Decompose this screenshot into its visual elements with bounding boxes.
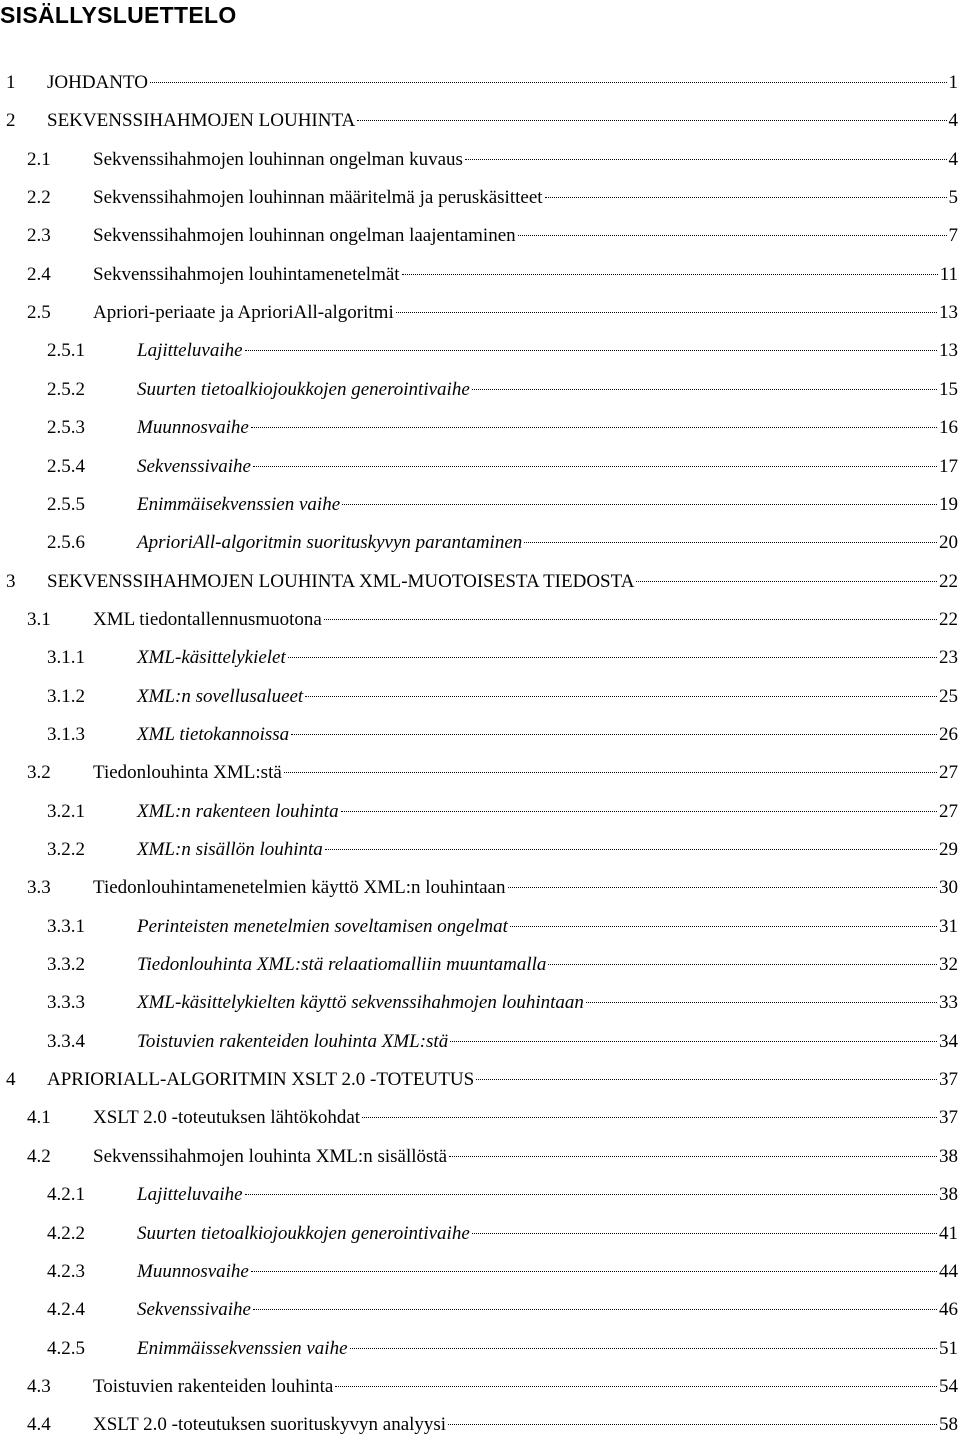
- dot-leader: [636, 581, 937, 582]
- toc-entry-number: 2.5.5: [47, 493, 85, 515]
- toc-entry-page: 19: [939, 493, 958, 515]
- dot-leader: [472, 1233, 937, 1234]
- dot-leader: [342, 504, 937, 505]
- toc-entry[interactable]: [0, 1259, 958, 1285]
- dot-leader: [150, 82, 947, 83]
- toc-entry[interactable]: [0, 722, 958, 748]
- dot-leader: [350, 1348, 937, 1349]
- dot-leader: [324, 619, 937, 620]
- toc-entry-page: 44: [939, 1260, 958, 1282]
- toc-entry-number: 3.1.1: [47, 647, 85, 669]
- toc-entry-number: 2.5.3: [47, 417, 85, 439]
- toc-entry[interactable]: [0, 1105, 958, 1131]
- toc-entry-number: 3.2.2: [47, 839, 85, 860]
- toc-entry[interactable]: [0, 1336, 958, 1362]
- toc-entry[interactable]: [0, 108, 958, 134]
- toc-entry-page: 30: [939, 877, 958, 899]
- toc-entry-label: Lajitteluvaihe: [137, 1184, 243, 1206]
- toc-entry-number: 4.2.2: [47, 1222, 85, 1244]
- dot-leader: [253, 466, 937, 467]
- dot-leader: [251, 427, 937, 428]
- toc-entry-label: APRIORIALL-ALGORITMIN XSLT 2.0 -TOTEUTUS: [47, 1069, 475, 1091]
- toc-entry-label: Muunnosvaihe: [137, 417, 249, 439]
- toc-entry[interactable]: [0, 185, 958, 211]
- toc-entry-page: 37: [939, 1107, 958, 1129]
- toc-entry-page: 58: [939, 1414, 958, 1436]
- dot-leader: [450, 1041, 937, 1042]
- toc-entry[interactable]: [0, 875, 958, 901]
- toc-entry-number: 2.5: [27, 302, 51, 324]
- toc-entry-page: 23: [939, 647, 958, 669]
- toc-entry-label: Sekvenssivaihe: [137, 455, 251, 477]
- dot-leader: [253, 1309, 937, 1310]
- toc-entry[interactable]: [0, 799, 958, 825]
- toc-entry-page: 11: [939, 263, 958, 285]
- toc-entry[interactable]: [0, 223, 958, 249]
- toc-entry-label: Sekvenssihahmojen louhinta XML:n sisällöstä: [93, 1145, 448, 1167]
- toc-entry-number: 2.4: [27, 263, 51, 285]
- toc-entry-page: 31: [939, 915, 958, 937]
- toc-entry-label: XML:n sisällön louhinta: [137, 839, 323, 860]
- toc-entry-number: 3.3.1: [47, 915, 85, 937]
- toc-entry-label: Muunnosvaihe: [137, 1260, 249, 1282]
- toc-entry-number: 4.1: [27, 1107, 51, 1129]
- dot-leader: [335, 1386, 937, 1387]
- toc-entry-label: Perinteisten menetelmien soveltamisen ongelmat: [137, 915, 508, 937]
- toc-entry[interactable]: [0, 530, 958, 556]
- toc-entry[interactable]: [0, 645, 958, 671]
- toc-entry-page: 41: [939, 1222, 958, 1244]
- toc-entry-page: 51: [939, 1337, 958, 1359]
- toc-entry-number: 3: [6, 570, 16, 592]
- toc-entry[interactable]: [0, 837, 958, 863]
- toc-entry[interactable]: [0, 684, 958, 710]
- toc-entry[interactable]: [0, 952, 958, 978]
- toc-entry-number: 2.3: [27, 225, 51, 247]
- toc-entry-page: 54: [939, 1375, 958, 1397]
- toc-entry-label: SEKVENSSIHAHMOJEN LOUHINTA XML-MUOTOISESTA TIEDOSTA: [47, 570, 635, 592]
- toc-entry-label: Sekvenssihahmojen louhinnan ongelman kuvaus: [93, 148, 463, 170]
- dot-leader: [291, 734, 937, 735]
- toc-entry-number: 1: [6, 72, 16, 93]
- dot-leader: [510, 926, 937, 927]
- toc-entry-page: 15: [939, 378, 958, 400]
- dot-leader: [548, 964, 937, 965]
- toc-entry-number: 3.2.1: [47, 800, 85, 822]
- toc-entry-number: 2.5.4: [47, 455, 85, 477]
- toc-entry-number: 3.1.3: [47, 723, 85, 745]
- dot-leader: [362, 1117, 937, 1118]
- toc-entry-number: 4.2: [27, 1145, 51, 1167]
- toc-entry-label: Tiedonlouhintamenetelmien käyttö XML:n louhintaan: [93, 877, 506, 899]
- toc-entry-label: Sekvenssivaihe: [137, 1299, 251, 1321]
- toc-entry-label: XML:n sovellusalueet: [137, 685, 304, 707]
- toc-entry-page: 22: [939, 608, 958, 630]
- toc-entry[interactable]: [0, 70, 958, 96]
- toc-entry-label: Enimmäissekvenssien vaihe: [137, 1337, 348, 1359]
- toc-entry-label: Suurten tietoalkiojoukkojen generointivaihe: [137, 1222, 470, 1244]
- toc-entry-label: XSLT 2.0 -toteutuksen lähtökohdat: [93, 1107, 361, 1129]
- toc-entry-label: SEKVENSSIHAHMOJEN LOUHINTA: [47, 110, 356, 132]
- dot-leader: [341, 811, 937, 812]
- toc-entry-page: 13: [939, 340, 958, 362]
- toc-entry-number: 2.1: [27, 148, 51, 170]
- toc-entry-label: Enimmäisekvenssien vaihe: [137, 493, 341, 515]
- toc-entry-number: 3.3.3: [47, 992, 85, 1014]
- dot-leader: [357, 120, 946, 121]
- toc-entry-number: 2.5.6: [47, 532, 85, 554]
- toc-entry[interactable]: [0, 1067, 958, 1093]
- toc-entry-page: 17: [939, 455, 958, 477]
- toc-entry-number: 3.3.2: [47, 954, 85, 976]
- toc-entry[interactable]: [0, 914, 958, 940]
- dot-leader: [396, 312, 937, 313]
- toc-entry-page: 1: [948, 72, 958, 93]
- toc-entry-label: Tiedonlouhinta XML:stä: [93, 762, 282, 784]
- toc-entry-page: 7: [948, 225, 958, 247]
- toc-entry-page: 5: [948, 187, 958, 209]
- toc-entry-number: 3.1.2: [47, 685, 85, 707]
- dot-leader: [449, 1156, 937, 1157]
- toc-entry-page: 16: [939, 417, 958, 439]
- toc-entry[interactable]: [0, 1182, 958, 1208]
- toc-entry[interactable]: [0, 1221, 958, 1247]
- toc-entry-page: 37: [939, 1069, 958, 1091]
- toc-entry-page: 34: [939, 1030, 958, 1052]
- toc-entry-number: 3.3: [27, 877, 51, 899]
- toc-entry[interactable]: [0, 415, 958, 441]
- dot-leader: [305, 696, 937, 697]
- toc-entry-number: 4.2.1: [47, 1184, 85, 1206]
- toc-entry[interactable]: [0, 492, 958, 518]
- toc-entry-label: Lajitteluvaihe: [137, 340, 243, 362]
- toc-entry-page: 22: [939, 570, 958, 592]
- toc-entry[interactable]: [0, 569, 958, 595]
- toc-entry[interactable]: [0, 147, 958, 173]
- dot-leader: [245, 1194, 937, 1195]
- toc-entry-label: Sekvenssihahmojen louhintamenetelmät: [93, 263, 400, 285]
- toc-entry-number: 2.2: [27, 187, 51, 209]
- toc-entry[interactable]: [0, 607, 958, 633]
- dot-leader: [476, 1079, 937, 1080]
- toc-entry[interactable]: [0, 300, 958, 326]
- toc-entry-number: 3.3.4: [47, 1030, 85, 1052]
- dot-leader: [325, 849, 937, 850]
- toc-entry-page: 38: [939, 1184, 958, 1206]
- toc-entry[interactable]: [0, 1412, 958, 1438]
- toc-entry-number: 4.3: [27, 1375, 51, 1397]
- dot-leader: [586, 1002, 937, 1003]
- toc-entry-number: 3.2: [27, 762, 51, 784]
- toc-entry-number: 2.5.1: [47, 340, 85, 362]
- toc-entry-label: Sekvenssihahmojen louhinnan määritelmä ja peruskäsitteet: [93, 187, 543, 209]
- toc-entry-page: 46: [939, 1299, 958, 1321]
- toc-entry[interactable]: [0, 338, 958, 364]
- toc-entry-number: 3.1: [27, 608, 51, 630]
- toc-entry-label: JOHDANTO: [47, 72, 148, 93]
- toc-entry[interactable]: [0, 1374, 958, 1400]
- dot-leader: [465, 159, 947, 160]
- toc-entry-page: 32: [939, 954, 958, 976]
- toc-entry[interactable]: [0, 760, 958, 786]
- toc-entry-label: Toistuvien rakenteiden louhinta: [93, 1375, 334, 1397]
- dot-leader: [402, 274, 938, 275]
- toc-entry[interactable]: [0, 1297, 958, 1323]
- toc-entry[interactable]: [0, 1144, 958, 1170]
- toc-entry-label: Apriori-periaate ja AprioriAll-algoritmi: [93, 302, 394, 324]
- dot-leader: [518, 235, 947, 236]
- toc-entry-page: 29: [939, 839, 958, 860]
- dot-leader: [245, 350, 937, 351]
- toc-entry[interactable]: [0, 262, 958, 288]
- toc-entry-page: 4: [948, 148, 958, 170]
- dot-leader: [524, 542, 937, 543]
- toc-entry-label: XSLT 2.0 -toteutuksen suorituskyvyn analyysi: [93, 1414, 447, 1436]
- dot-leader: [284, 772, 937, 773]
- dot-leader: [288, 657, 937, 658]
- toc-entry-page: 38: [939, 1145, 958, 1167]
- toc-entry-number: 4.2.3: [47, 1260, 85, 1282]
- toc-entry-page: 4: [948, 110, 958, 132]
- toc-entry-number: 4.4: [27, 1414, 51, 1436]
- toc-entry[interactable]: [0, 1029, 958, 1055]
- toc-entry[interactable]: [0, 990, 958, 1016]
- toc-entry-label: Sekvenssihahmojen louhinnan ongelman laajentaminen: [93, 225, 516, 247]
- toc-entry-page: 13: [939, 302, 958, 324]
- toc-entry-number: 2.5.2: [47, 378, 85, 400]
- toc-entry-page: 27: [939, 800, 958, 822]
- dot-leader: [472, 389, 937, 390]
- toc-entry[interactable]: [0, 454, 958, 480]
- toc-entry-label: XML-käsittelykielten käyttö sekvenssihahmojen louhintaan: [137, 992, 584, 1014]
- toc-entry-label: XML-käsittelykielet: [137, 647, 286, 669]
- toc-entry-page: 33: [939, 992, 958, 1014]
- toc-entry-page: 27: [939, 762, 958, 784]
- toc-entry-label: XML:n rakenteen louhinta: [137, 800, 339, 822]
- toc-entry-page: 26: [939, 723, 958, 745]
- toc-entry-label: XML tiedontallennusmuotona: [93, 608, 322, 630]
- page-title: SISÄLLYSLUETTELO: [0, 2, 237, 28]
- toc-entry-page: 25: [939, 685, 958, 707]
- toc-entry-number: 4.2.4: [47, 1299, 85, 1321]
- toc-entry[interactable]: [0, 377, 958, 403]
- toc-entry-label: Toistuvien rakenteiden louhinta XML:stä: [137, 1030, 449, 1052]
- toc-entry-number: 4.2.5: [47, 1337, 85, 1359]
- dot-leader: [448, 1424, 937, 1425]
- toc-entry-label: AprioriAll-algoritmin suorituskyvyn parantaminen: [137, 532, 523, 554]
- dot-leader: [251, 1271, 937, 1272]
- toc-entry-number: 2: [6, 110, 16, 132]
- toc-entry-label: Suurten tietoalkiojoukkojen generointivaihe: [137, 378, 470, 400]
- toc-entry-page: 20: [939, 532, 958, 554]
- toc-entry-label: XML tietokannoissa: [137, 723, 290, 745]
- dot-leader: [545, 197, 947, 198]
- dot-leader: [508, 887, 938, 888]
- toc-entry-number: 4: [6, 1069, 16, 1091]
- toc-entry-label: Tiedonlouhinta XML:stä relaatiomalliin muuntamalla: [137, 954, 547, 976]
